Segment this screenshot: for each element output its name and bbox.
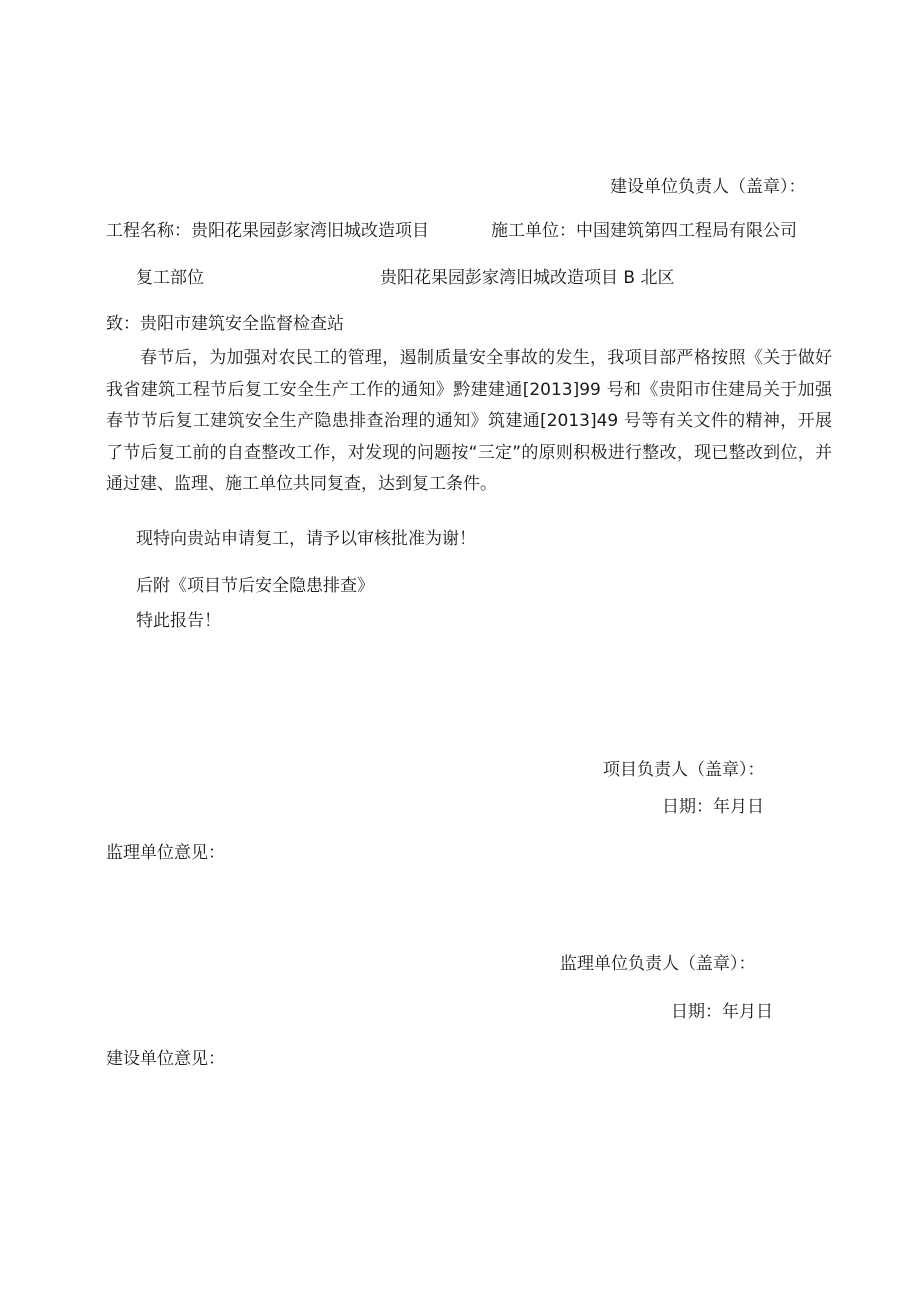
project-name-row — [106, 220, 429, 242]
project-manager-date: 日期：年月日 — [662, 797, 764, 817]
attachment-line: 后附《项目节后安全隐患排查》 — [136, 576, 374, 596]
project-name-value: 贵阳花果园彭家湾旧城改造项目 — [191, 221, 429, 241]
addressee: 致：贵阳市建筑安全监督检查站 — [106, 314, 344, 334]
resume-part-value: 贵阳花果园彭家湾旧城改造项目 B 北区 — [380, 268, 675, 288]
contractor-row — [491, 220, 797, 242]
supervisor-opinion-label: 监理单位意见： — [106, 843, 225, 863]
request-line: 现特向贵站申请复工，请予以审核批准为谢！ — [136, 529, 476, 549]
contractor-label: 施工单位： — [491, 221, 576, 241]
project-manager-signature: 项目负责人（盖章）： — [603, 760, 765, 780]
supervisor-date: 日期：年月日 — [671, 1002, 773, 1022]
project-name-label: 工程名称： — [106, 221, 191, 241]
contractor-value: 中国建筑第四工程局有限公司 — [576, 221, 797, 241]
body-paragraph: 春节后，为加强对农民工的管理，遏制质量安全事故的发生，我项目部严格按照《关于做好我省建筑工程节后复工安全生产工作的通知》黔建建通[2013]99 号和《贵阳市住建局关于加强春节节后复工建筑安全生产隐患排查治理的通知》筑建通[2013]49 号等有关文件的精神，开展了节后复工前的自查整改工作，对发现的问题按“三定”的原则积极进行整改，现已整改到位，并通过建、监理、施工单位共同复查，达到复工条件。 — [106, 348, 832, 494]
closing-line: 特此报告！ — [136, 611, 221, 631]
owner-signature-header: 建设单位负责人（盖章）： — [610, 177, 806, 197]
resume-part-label: 复工部位 — [136, 268, 204, 288]
owner-opinion-label: 建设单位意见： — [106, 1049, 225, 1069]
supervisor-signature: 监理单位负责人（盖章）： — [560, 954, 756, 974]
